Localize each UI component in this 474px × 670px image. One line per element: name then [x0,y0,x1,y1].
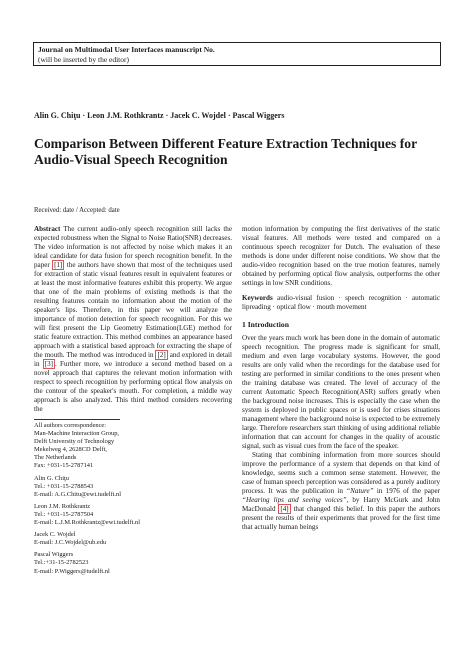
abstract-paragraph [34,225,232,414]
author-name: Alin G. Chiţu [34,474,69,482]
keywords-text: audio-visual fusion · speech recognition · automatic lipreading · optical flow · mouth movement [242,294,440,311]
section-number: 1 [242,320,246,329]
keywords-label: Keywords [242,294,273,302]
citation-link[interactable]: [2] [157,351,166,359]
journal-note: (will be inserted by the editor) [38,54,130,64]
author-contact [34,503,232,527]
author-tel: Tel.: +031-15-2787504 [34,510,94,518]
author-email[interactable]: E-mail: L.J.M.Rothkrantz@ewi.tudelft.nl [34,519,140,527]
author-name: Leon J.M. Rothkrantz [34,502,91,510]
intro-text: , by Harry McGurk and John MacDonald [242,496,440,513]
author-contact [34,475,232,499]
author-email[interactable]: E-mail: A.G.Chitu@ewi.tudelft.nl [34,490,122,498]
abstract-left-column [34,225,232,414]
intro-paragraph-2 [242,451,440,532]
footnote-line: All authors correspondence: [34,422,107,429]
correspondence-footnote [34,422,232,580]
author-name: Pascal Wiggers [34,551,74,559]
author-email[interactable]: E-mail: J.C.Wojdel@ub.edu [34,539,107,547]
citation-link[interactable]: [4] [280,505,289,513]
journal-title: Journal on Multimodal User Interfaces manuscript No. [38,45,215,54]
abstract-text: the authors have shown that most of the techniques used for extraction of static visual features result in equivalent features or at least the most informative features exhibit this property. We argue that one of the main problems of existing methods is that the resulting features contain no information about the motion of the speaker's lips. Therefore, in this paper we will analyze the importance of motion detection for speech recognition. For this we will first present the Lip Geometry Estimation(LGE) method for static feature extraction. This method combines an appearance based approach with a statistical based approach for extracting the shape of the mouth. The method was introduced in [34,261,233,359]
abstract-text: . Further more, we introduce a second method based on a novel approach that captures the relevant motion information with respect to speech recognition by performing optical flow analysis on the contour of the speaker's mouth. For completion, a middle way approach is also analyzed. This third method considers recovering the [34,360,232,413]
abstract-text: and explored in detail in [34,351,232,368]
abstract-continued: motion information by computing the first derivatives of the static visual features. All methods were tested and compared on a continuous speech recognizer for Dutch. The evaluation of these methods is done under different noise conditions. We show that the audio-video recognition based on the true motion features, namely obtained by performing optical flow analysis, outperforms the other settings in low SNR conditions. [242,225,440,287]
footnote-line: The Netherlands [34,454,77,462]
intro-text: Stating that combining information from more sources should improve the performance of a system that depends on that kind of knowledge, seems such a common sense statement. However, the case of human speech perception was considered as a purely auditory process. It was the publication in [242,451,440,495]
author-contact [34,551,232,575]
abstract-label: Abstract [34,225,61,233]
journal-header-box [33,42,441,66]
section-heading [242,320,289,329]
author-email[interactable]: E-mail: P.Wiggers@tudelft.nl [34,567,110,575]
cited-paper-title: “Hearing lips and seeing voices” [242,496,347,504]
citation-link[interactable]: [3] [44,360,54,368]
author-contact [34,531,232,547]
footnote-line: Mekelweg 4, 2628CD Delft, [34,446,107,454]
footnote-line: Man-Machine Interaction Group, [34,430,120,438]
section-title: Introduction [247,320,289,329]
abstract-text: The current audio-only speech recognition still lacks the expected robustness when the Signal to Noise Ratio(SNR) decreases. The video information is not affected by noise which makes it an ideal candidate for data fusion for speech recognition benefit. In the paper [34,225,232,269]
intro-text: that changed this belief. In this paper the authors present the results of their experiments that proved for the first time that actually human beings [242,505,440,531]
footnote-line: Delft University of Technology [34,438,115,446]
author-tel: Tel.: +031-15-2788543 [34,482,94,490]
keywords-paragraph [242,294,440,312]
author-list: Alin G. Chiţu · Leon J.M. Rothkrantz · Jacek C. Wojdel · Pascal Wiggers [34,111,285,120]
journal-name: “Nature” [346,487,374,495]
footnote-divider [34,419,120,420]
author-name: Jacek C. Wojdel [34,531,76,539]
citation-link[interactable]: [1] [54,261,63,269]
introduction-body [242,334,440,532]
intro-text: in 1976 of the paper [373,487,441,495]
paper-title: Comparison Between Different Feature Extraction Techniques for Audio-Visual Speech Recognition [34,136,417,167]
footnote-line: Fax: +031-15-2787141 [34,462,94,470]
received-date: Received: date / Accepted: date [34,207,120,214]
correspondence-header [34,422,232,471]
intro-paragraph-1: Over the years much work has been done in the domain of automatic speech recognition. The progress made is significant for small, medium and even large vocabulary systems. However, the good results are only valid when the recordings for the database used for testing are performed in similar conditions to the ones present when the training database was created. The level of accuracy of the current Automatic Speech Recognition(ASR) suffers greatly when the background noise increases. This is especially the case when the system is deployed in public spaces or is used for crises situations management where the background noise is expected to be extremely large. Therefore researchers start thinking of using additional reliable information that can account for changes in the quality of acoustic signal, such as visual cues from the face of the speaker. [242,334,440,450]
author-tel: Tel.:+31-15-2782523 [34,559,89,567]
abstract-right-column [242,225,440,312]
